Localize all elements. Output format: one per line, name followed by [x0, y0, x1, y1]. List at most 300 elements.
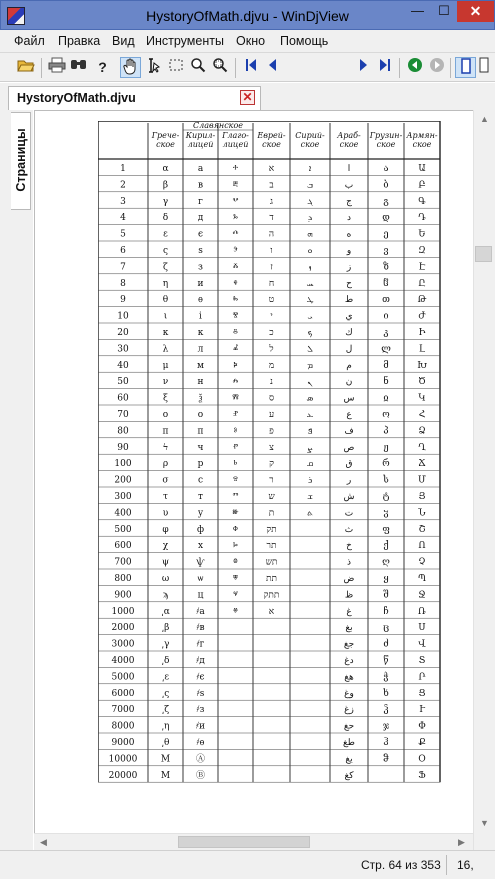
zoom-in-icon[interactable]	[187, 57, 208, 78]
table-cell: λ	[162, 344, 169, 355]
table-cell: ⰸ	[233, 295, 238, 306]
scroll-left-icon[interactable]: ◀	[40, 837, 47, 847]
table-cell: ч	[197, 442, 204, 453]
window-title: HystoryOfMath.djvu - WinDjView	[146, 8, 349, 24]
table-cell: ѱ	[196, 557, 205, 568]
table-cell: а	[197, 164, 204, 174]
table-cell: 600	[114, 541, 132, 552]
table-cell: ⱆ	[232, 508, 239, 519]
table-cell: ع	[346, 410, 352, 420]
table-cell: ѯ	[198, 393, 203, 404]
table-cell: ܐ	[308, 164, 312, 174]
table-cell: ҂ѳ	[196, 738, 205, 748]
table-cell: ც	[382, 623, 390, 634]
table-cell: ს	[383, 475, 389, 486]
table-cell: ⱂ	[232, 442, 239, 453]
table-cell: ҂а	[196, 606, 205, 617]
table-cell: Μ	[160, 770, 171, 781]
table-cell: დ	[382, 213, 390, 224]
next-page-icon[interactable]	[352, 57, 373, 78]
table-header: ское	[412, 140, 432, 149]
table-cell: ע	[268, 410, 275, 420]
table-cell: ⱅ	[232, 492, 239, 502]
table-cell: ט	[268, 295, 275, 306]
table-header: лицей	[187, 140, 214, 149]
table-cell: у	[197, 508, 204, 519]
table-cell: 300	[114, 492, 132, 502]
table-cell: ω	[161, 574, 170, 584]
table-cell: ⰼ	[233, 344, 238, 355]
table-cell: ⰶ	[232, 262, 239, 273]
table-cell: ҂г	[196, 639, 205, 650]
sidebar-tab-label: Страницы	[14, 128, 28, 192]
scroll-down-icon[interactable]: ▼	[480, 818, 489, 828]
table-cell: Ձ	[418, 426, 426, 437]
table-cell: ფ	[382, 524, 390, 535]
table-header: Грузин-	[369, 131, 403, 140]
text-select-icon[interactable]	[143, 57, 164, 78]
table-cell: ͵γ	[161, 639, 170, 650]
sidebar-tab-pages[interactable]	[11, 112, 31, 210]
table-cell: ص	[343, 442, 355, 453]
table-cell: 4	[120, 213, 126, 224]
forward-icon[interactable]	[426, 57, 447, 78]
table-cell: י	[270, 311, 273, 322]
minimize-button[interactable]: —	[411, 3, 424, 18]
table-cell: і	[199, 311, 202, 322]
table-cell: ܗ	[307, 229, 313, 240]
table-cell: ⰷ	[233, 278, 238, 289]
table-cell: τ	[163, 492, 168, 502]
table-cell: Ն	[418, 508, 426, 519]
table-cell: о	[197, 410, 204, 420]
table-cell: ⰴ	[232, 229, 239, 240]
table-cell: ξ	[163, 393, 168, 404]
table-cell: ͵ε	[161, 672, 170, 683]
table-cell: ⱋ	[233, 574, 238, 584]
find-icon[interactable]	[68, 57, 89, 78]
table-cell: ჭ	[383, 672, 389, 683]
table-cell: ⱇ	[233, 524, 238, 535]
back-icon[interactable]	[404, 57, 425, 78]
facing-pages-icon[interactable]	[477, 57, 493, 78]
table-cell: ͵η	[161, 721, 170, 732]
prev-page-icon[interactable]	[262, 57, 283, 78]
table-cell: Ք	[418, 738, 426, 748]
table-cell: ܫ	[307, 492, 313, 502]
table-cell: ⱄ	[233, 475, 238, 486]
table-cell: وغ	[344, 688, 354, 699]
table-group-header: Славянское	[192, 121, 244, 130]
table-cell: ͵θ	[161, 738, 170, 748]
table-cell: 90	[117, 442, 129, 453]
table-cell: ე	[383, 229, 389, 240]
table-cell: ზ	[383, 262, 389, 273]
table-cell: ქ	[383, 541, 389, 552]
table-cell: ҂д	[196, 656, 205, 666]
table-cell: 2000	[111, 623, 135, 634]
table-cell: ⱍ	[233, 606, 238, 617]
table-cell: ح	[346, 278, 352, 289]
toolbar	[0, 52, 495, 82]
table-cell: ⰾ	[232, 377, 239, 388]
status-page-count: Стр. 64 из 353	[361, 858, 441, 872]
table-cell: ܝ	[307, 311, 313, 322]
table-cell: Տ	[418, 656, 426, 666]
table-cell: Ց	[418, 688, 426, 699]
menu-help[interactable]: Помощь	[280, 34, 329, 48]
table-cell: Ժ	[418, 311, 426, 322]
open-icon[interactable]	[15, 57, 36, 78]
table-cell: ظ	[344, 590, 354, 601]
table-cell: Ⓐ	[195, 754, 206, 765]
table-cell: Ս	[418, 623, 426, 634]
sidebar	[0, 110, 33, 850]
table-cell: 50	[117, 377, 129, 388]
table-cell: ܟ	[307, 328, 313, 338]
table-cell: כ	[269, 328, 274, 338]
table-cell: ҂в	[196, 623, 205, 634]
table-cell: მ	[383, 360, 389, 371]
table-cell: س	[343, 393, 355, 404]
table-cell: კ	[383, 328, 389, 338]
table-cell: 3	[120, 196, 126, 207]
table-cell: σ	[162, 475, 169, 486]
table-cell: Ⓑ	[195, 770, 206, 781]
table-cell: ل	[345, 344, 353, 355]
table-cell: ܩ	[306, 459, 314, 470]
scroll-right-icon[interactable]: ▶	[458, 837, 465, 847]
table-cell: ხ	[383, 688, 389, 699]
table-cell: ܨ	[307, 442, 313, 453]
table-cell: ת	[268, 508, 275, 519]
table-cell: ѳ	[198, 295, 203, 306]
table-cell: زغ	[344, 705, 354, 716]
table-cell: г	[198, 196, 203, 207]
table-cell: ⱈ	[233, 541, 238, 552]
table-cell: د	[346, 213, 352, 224]
table-cell: ѡ	[197, 574, 204, 584]
table-cell: ה	[268, 229, 275, 240]
table-cell: ς	[162, 246, 169, 256]
table-cell: 40	[117, 360, 129, 371]
table-cell: 10	[117, 311, 129, 322]
table-cell: ͵δ	[161, 656, 170, 666]
table-cell: 6000	[111, 688, 135, 699]
table-cell: ლ	[381, 344, 391, 355]
table-header: ское	[376, 140, 396, 149]
table-cell: 700	[114, 557, 132, 568]
close-button[interactable]: ✕	[457, 1, 494, 22]
table-cell: რ	[382, 459, 390, 470]
table-cell: р	[197, 459, 204, 470]
tab-close-button[interactable]: ✕	[240, 90, 255, 105]
table-cell: ن	[345, 377, 353, 388]
table-cell: ه	[346, 229, 352, 240]
table-header: Еврей-	[257, 131, 286, 140]
table-cell: ܡ	[307, 360, 313, 371]
table-cell: к	[197, 328, 204, 338]
table-cell: ჳ	[383, 508, 389, 519]
menu-edit[interactable]: Правка	[58, 34, 101, 48]
table-cell: Մ	[417, 475, 427, 486]
table-cell: Ղ	[418, 442, 426, 453]
table-cell: מ	[268, 360, 275, 371]
menu-tools[interactable]: Инструменты	[146, 34, 224, 48]
table-cell: თ	[382, 295, 390, 306]
document-tab[interactable]	[8, 86, 261, 110]
table-cell: ו	[270, 246, 273, 256]
table-cell: ܘ	[307, 246, 313, 256]
table-cell: ⰿ	[232, 393, 239, 404]
table-cell: ג	[270, 196, 273, 207]
table-cell: π	[162, 426, 169, 437]
table-cell: 3000	[111, 639, 135, 650]
table-cell: ر	[346, 475, 352, 486]
table-cell: 6	[120, 246, 126, 256]
table-cell: 500	[114, 524, 132, 535]
menu-file[interactable]: Файл	[14, 34, 45, 48]
table-cell: 400	[114, 508, 132, 519]
table-header: Сирий-	[295, 131, 325, 140]
table-cell: Ջ	[418, 590, 426, 601]
table-cell: هغ	[344, 672, 354, 683]
table-cell: ⱁ	[233, 426, 238, 437]
status-bar	[0, 850, 495, 879]
table-cell: ͵ς	[161, 688, 170, 699]
table-cell: ҂з	[196, 705, 205, 716]
table-cell: ط	[344, 295, 354, 306]
maximize-button[interactable]: ☐	[438, 3, 450, 18]
table-cell: ⰻ	[233, 328, 238, 338]
vertical-scrollbar[interactable]	[473, 110, 495, 850]
table-cell: ق	[345, 459, 353, 470]
table-cell: х	[197, 541, 204, 552]
table-cell: ⰱ	[233, 180, 238, 191]
document-viewer[interactable]	[34, 110, 473, 850]
table-cell: נ	[270, 377, 273, 388]
table-cell: ჰ	[383, 738, 389, 748]
table-cell: ܬ	[307, 508, 313, 519]
table-cell: م	[346, 360, 352, 371]
table-cell: Ի	[418, 328, 426, 338]
table-cell: ͵ζ	[161, 705, 170, 716]
table-cell: תש	[265, 557, 278, 568]
table-cell: ש	[268, 492, 275, 502]
table-cell: 900	[114, 590, 132, 601]
table-cell: 8000	[111, 721, 135, 732]
table-cell: ⰲ	[232, 196, 239, 207]
table-cell: პ	[383, 426, 389, 437]
table-header: Армян-	[406, 131, 438, 140]
table-cell: θ	[162, 295, 169, 306]
table-cell: يغ	[345, 754, 353, 765]
table-cell: ث	[344, 524, 354, 535]
table-cell: α	[162, 164, 169, 174]
table-cell: ז	[270, 262, 273, 273]
table-cell: תתק	[263, 590, 280, 601]
print-icon[interactable]	[46, 57, 67, 78]
table-cell: Ռ	[418, 606, 426, 617]
table-cell: 7000	[111, 705, 135, 716]
first-page-icon[interactable]	[240, 57, 261, 78]
menu-bar	[0, 30, 495, 52]
table-cell: ד	[269, 213, 274, 224]
table-cell: ج	[346, 196, 352, 207]
table-cell: 60	[117, 393, 129, 404]
numerals-table	[98, 121, 440, 782]
zoom-rect-icon[interactable]	[209, 57, 230, 78]
table-cell: ϟ	[162, 442, 169, 453]
table-cell: طغ	[343, 738, 355, 748]
document-tab-label: HystoryOfMath.djvu	[17, 91, 136, 105]
table-cell: и	[197, 278, 204, 289]
table-cell: 1	[120, 164, 126, 174]
table-cell: ⱀ	[233, 410, 238, 420]
table-cell: جغ	[343, 639, 355, 650]
table-cell: ο	[162, 410, 169, 420]
table-cell: פ	[269, 426, 274, 437]
table-cell: Չ	[418, 557, 426, 568]
table-cell: ა	[383, 164, 389, 174]
table-cell: Զ	[418, 246, 426, 256]
rect-select-icon[interactable]	[165, 57, 186, 78]
table-header: Грече-	[151, 131, 180, 140]
last-page-icon[interactable]	[374, 57, 395, 78]
table-cell: Ճ	[418, 459, 426, 470]
table-cell: ܙ	[308, 262, 312, 273]
table-cell: Բ	[418, 180, 426, 191]
table-cell: Ւ	[419, 705, 425, 716]
table-cell: ف	[344, 426, 354, 437]
table-header: ское	[300, 140, 320, 149]
menu-window[interactable]: Окно	[236, 34, 266, 48]
table-cell: 9	[120, 295, 126, 306]
table-cell: Օ	[418, 754, 426, 765]
table-cell: т	[198, 492, 203, 502]
table-cell: ܚ	[306, 278, 314, 289]
table-cell: Μ	[160, 754, 171, 765]
table-cell: Ա	[418, 164, 426, 174]
table-cell: 8	[120, 278, 126, 289]
table-cell: 30	[117, 344, 129, 355]
table-cell: بغ	[345, 623, 353, 634]
table-header: лицей	[222, 140, 249, 149]
table-cell: ח	[268, 278, 275, 289]
table-cell: Գ	[418, 196, 426, 207]
table-cell: ჲ	[383, 393, 389, 404]
hand-tool-icon[interactable]	[120, 57, 141, 78]
table-cell: υ	[162, 508, 169, 519]
vertical-scroll-thumb[interactable]	[475, 246, 492, 262]
table-cell: ܢ	[307, 377, 313, 388]
table-cell: ბ	[383, 180, 389, 191]
table-cell: حغ	[343, 721, 355, 732]
table-cell: 5000	[111, 672, 135, 683]
horizontal-scroll-thumb[interactable]	[178, 836, 310, 848]
table-cell: ⰰ	[233, 164, 238, 174]
table-cell: є	[197, 229, 204, 240]
table-cell: ا	[347, 164, 351, 174]
single-page-icon[interactable]	[455, 57, 476, 78]
table-cell: Վ	[418, 639, 426, 650]
table-cell: Խ	[417, 360, 427, 371]
table-cell: ჩ	[383, 606, 389, 617]
table-cell: ⰳ	[233, 213, 238, 224]
table-header: Глаго-	[222, 131, 249, 140]
table-cell: д	[197, 213, 204, 224]
table-cell: ო	[382, 410, 390, 420]
table-cell: ტ	[382, 492, 390, 502]
table-cell: ჴ	[383, 705, 389, 716]
table-cell: Թ	[417, 295, 427, 306]
table-cell: ҂є	[196, 672, 205, 683]
table-cell: א	[268, 164, 275, 174]
table-cell: Հ	[418, 410, 426, 420]
table-cell: ت	[344, 508, 354, 519]
table-cell: φ	[162, 524, 169, 535]
table-cell: ц	[197, 590, 204, 601]
table-cell: א	[268, 606, 275, 617]
table-cell: ي	[345, 311, 353, 322]
table-cell: ჟ	[383, 442, 389, 453]
table-cell: с	[197, 475, 204, 486]
table-cell: з	[198, 262, 203, 273]
table-cell: ⰵ	[233, 246, 238, 256]
table-cell: н	[197, 377, 204, 388]
status-zoom: 16,	[457, 858, 474, 872]
table-header: ское	[339, 140, 359, 149]
table-cell: ל	[269, 344, 274, 355]
table-header: ское	[262, 140, 281, 149]
table-cell: γ	[162, 196, 169, 207]
table-header: Араб-	[337, 131, 361, 140]
table-cell: ק	[269, 459, 274, 470]
table-cell: п	[197, 426, 204, 437]
scroll-up-icon[interactable]: ▲	[480, 114, 489, 124]
table-cell: Դ	[418, 213, 426, 224]
table-cell: ძ	[383, 639, 389, 650]
table-cell: χ	[162, 541, 169, 552]
table-cell: ܪ	[307, 475, 313, 486]
table-cell: 4000	[111, 656, 135, 666]
table-cell: ჯ	[382, 721, 390, 732]
table-cell: ب	[344, 180, 354, 191]
table-cell: ض	[343, 574, 355, 584]
table-cell: ܕ	[307, 213, 313, 224]
table-cell: Ը	[418, 278, 426, 289]
table-cell: ס	[268, 393, 275, 404]
table-cell: 7	[120, 262, 126, 273]
title-bar	[0, 0, 495, 30]
help-icon[interactable]: ?	[98, 59, 107, 75]
table-cell: δ	[162, 213, 169, 224]
table-cell: ⱃ	[233, 459, 238, 470]
table-cell: ϡ	[162, 590, 169, 601]
table-cell: 20	[117, 328, 129, 338]
menu-view[interactable]: Вид	[112, 34, 135, 48]
table-cell: β	[162, 180, 169, 191]
table-cell: ჱ	[383, 278, 389, 289]
table-cell: ι	[163, 311, 168, 322]
table-cell: Պ	[418, 574, 426, 584]
table-cell: 10000	[108, 754, 138, 765]
table-cell: л	[197, 344, 204, 355]
table-cell: ε	[163, 229, 168, 240]
table-cell: Ֆ	[418, 770, 426, 781]
table-cell: צ	[269, 442, 274, 453]
table-cell: 80	[117, 426, 129, 437]
